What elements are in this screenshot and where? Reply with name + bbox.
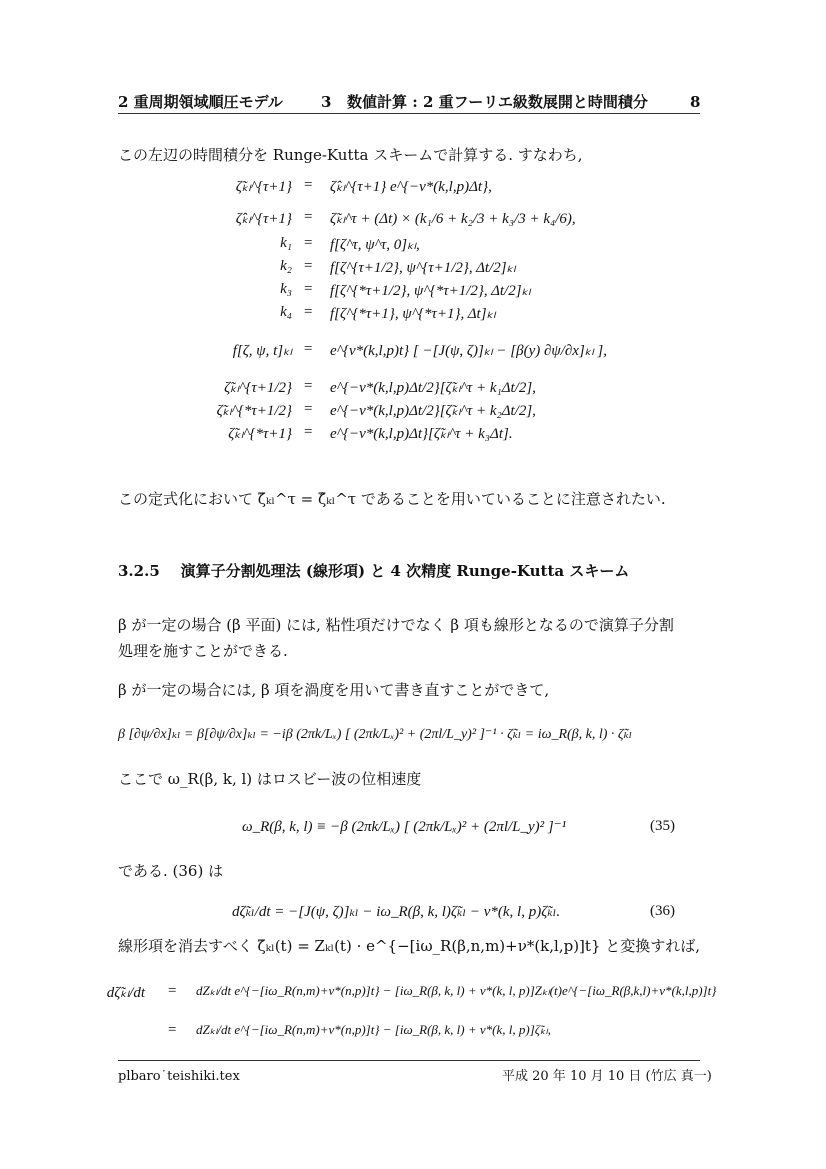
equation-35: ω_R(β, k, l) ≡ −β (2πk/Lₓ) [ (2πk/Lₓ)² + (2πl/L_y)² ]⁻¹	[242, 819, 567, 835]
rk-equation-lhs: k₁	[280, 235, 292, 251]
rk-equation-equals: =	[304, 258, 313, 274]
rk-equation-lhs: k₃	[280, 281, 292, 297]
rk-equation-rhs: e^{−ν*(k,l,p)Δt}[ζ̃ₖₗ^τ + k₃Δt].	[330, 426, 513, 442]
rk-equation-rhs: f[ζ^{τ+1/2}, ψ^{τ+1/2}, Δt/2]ₖₗ	[330, 260, 516, 276]
rk-equation-lhs: ζ̃ₖₗ^{*τ+1}	[228, 426, 292, 442]
rk-equation-lhs: ζ̂ₖₗ^{τ+1}	[235, 211, 292, 227]
final-equation-rhs: dZₖₗ/dt e^{−[iω_R(n,m)+ν*(n,p)]t} − [iω_R(β, k, l) + ν*(k, l, p)]Zₖₗ(t)e^{−[iω_R(β,k,l)+ν*(k,l,p)]t}	[196, 983, 717, 998]
rk-equation-rhs: f[ζ^{*τ+1/2}, ψ^{*τ+1/2}, Δt/2]ₖₗ	[330, 283, 531, 299]
final-equation-rhs: dZₖₗ/dt e^{−[iω_R(n,m)+ν*(n,p)]t} − [iω_R(β, k, l) + ν*(k, l, p)]ζ̃ₖₗ,	[196, 1022, 551, 1037]
intro-text: この左辺の時間積分を Runge-Kutta スキームで計算する. すなわち,	[118, 146, 583, 164]
rossby-text: ここで ω_R(β, k, l) はロスビー波の位相速度	[118, 770, 422, 788]
para1-line2: 処理を施すことができる.	[118, 642, 288, 660]
footer-rule	[118, 1060, 700, 1061]
section-heading	[118, 562, 629, 580]
rk-equation-rhs: f[ζ^{*τ+1}, ψ^{*τ+1}, Δt]ₖₗ	[330, 306, 496, 322]
rk-equation-rhs: e^{−ν*(k,l,p)Δt/2}[ζ̃ₖₗ^τ + k₂Δt/2],	[330, 403, 536, 419]
equation-36: dζ̃ₖₗ/dt = −[J(ψ, ζ)]ₖₗ − iω_R(β, k, l)ζ̃ₖₗ − ν*(k, l, p)ζ̃ₖₗ.	[232, 904, 561, 920]
rk-equation-rhs: e^{ν*(k,l,p)t} [ −[J(ψ, ζ)]ₖₗ − [β(y) ∂ψ/∂x]ₖₗ ],	[330, 343, 608, 359]
rk-equation-rhs: f[ζ^τ, ψ^τ, 0]ₖₗ,	[330, 237, 420, 253]
rk-equation-equals: =	[304, 209, 313, 225]
header-section-number: 3	[321, 93, 332, 111]
rk-equation-equals: =	[304, 401, 313, 417]
final-equation-equals: =	[168, 1022, 177, 1038]
header-rule	[118, 113, 700, 114]
para1-line1: β が一定の場合 (β 平面) には, 粘性項だけでなく β 項も線形となるので演算子分割	[118, 616, 674, 634]
equation-36-label: (36)	[650, 903, 675, 919]
header-section-title: 数値計算 : 2 重フーリエ級数展開と時間積分	[347, 93, 648, 111]
rk-equation-equals: =	[304, 424, 313, 440]
page-number: 8	[690, 93, 701, 111]
transform-text: 線形項を消去すべく ζ̃ₖₗ(t) = Zₖₗ(t) · e^{−[iω_R(β,n,m)+ν*(k,l,p)]t} と変換すれば,	[118, 937, 701, 955]
equation-35-label: (35)	[650, 818, 675, 834]
rk-equation-rhs: ζ̂ₖₗ^{τ+1} e^{−ν*(k,l,p)Δt},	[330, 179, 492, 195]
rk-equation-lhs: ζ̃ₖₗ^{τ+1}	[235, 179, 292, 195]
section-number: 3.2.5	[118, 562, 160, 580]
rk-equation-rhs: e^{−ν*(k,l,p)Δt/2}[ζ̃ₖₗ^τ + k₁Δt/2],	[330, 380, 536, 396]
rk-equation-equals: =	[304, 281, 313, 297]
rk-equation-lhs: k₂	[280, 258, 292, 274]
rk-equation-rhs: ζ̃ₖₗ^τ + (Δt) × (k₁/6 + k₂/3 + k₃/3 + k₄/6),	[330, 211, 576, 227]
rk-equation-equals: =	[304, 177, 313, 193]
rk-equation-equals: =	[304, 341, 313, 357]
beta-equation: β [∂ψ/∂x]ₖₗ = β[∂ψ/∂x]ₖₗ = −iβ (2πk/Lₓ) [ (2πk/Lₓ)² + (2πl/L_y)² ]⁻¹ · ζ̃ₖₗ = iω_R(β, k, l) · ζ̃ₖₗ	[118, 727, 633, 742]
note-text: この定式化において ζ̃ₖₗ^τ = ζ̂ₖₗ^τ であることを用いていることに注意されたい.	[118, 490, 666, 508]
rk-equation-equals: =	[304, 304, 313, 320]
final-equation-equals: =	[168, 983, 177, 999]
header-left: 2 重周期領域順圧モデル	[118, 93, 283, 111]
section-title: 演算子分割処理法 (線形項) と 4 次精度 Runge-Kutta スキーム	[180, 562, 630, 580]
para2-text: β が一定の場合には, β 項を渦度を用いて書き直すことができて,	[118, 681, 550, 699]
rk-equation-lhs: k₄	[280, 304, 292, 320]
rk-equation-lhs: ζ̃ₖₗ^{τ+1/2}	[224, 380, 292, 396]
rk-equation-lhs: f[ζ, ψ, t]ₖₗ	[232, 343, 292, 359]
footer-filename: plbaro˙teishiki.tex	[118, 1069, 240, 1084]
footer-date: 平成 20 年 10 月 10 日 (竹広 真一)	[502, 1069, 712, 1084]
text-36: である. (36) は	[118, 862, 224, 880]
rk-equation-equals: =	[304, 378, 313, 394]
rk-equation-lhs: ζ̃ₖₗ^{*τ+1/2}	[216, 403, 292, 419]
final-equation-lhs: dζ̃ₖₗ/dt	[106, 985, 145, 1001]
rk-equation-equals: =	[304, 235, 313, 251]
